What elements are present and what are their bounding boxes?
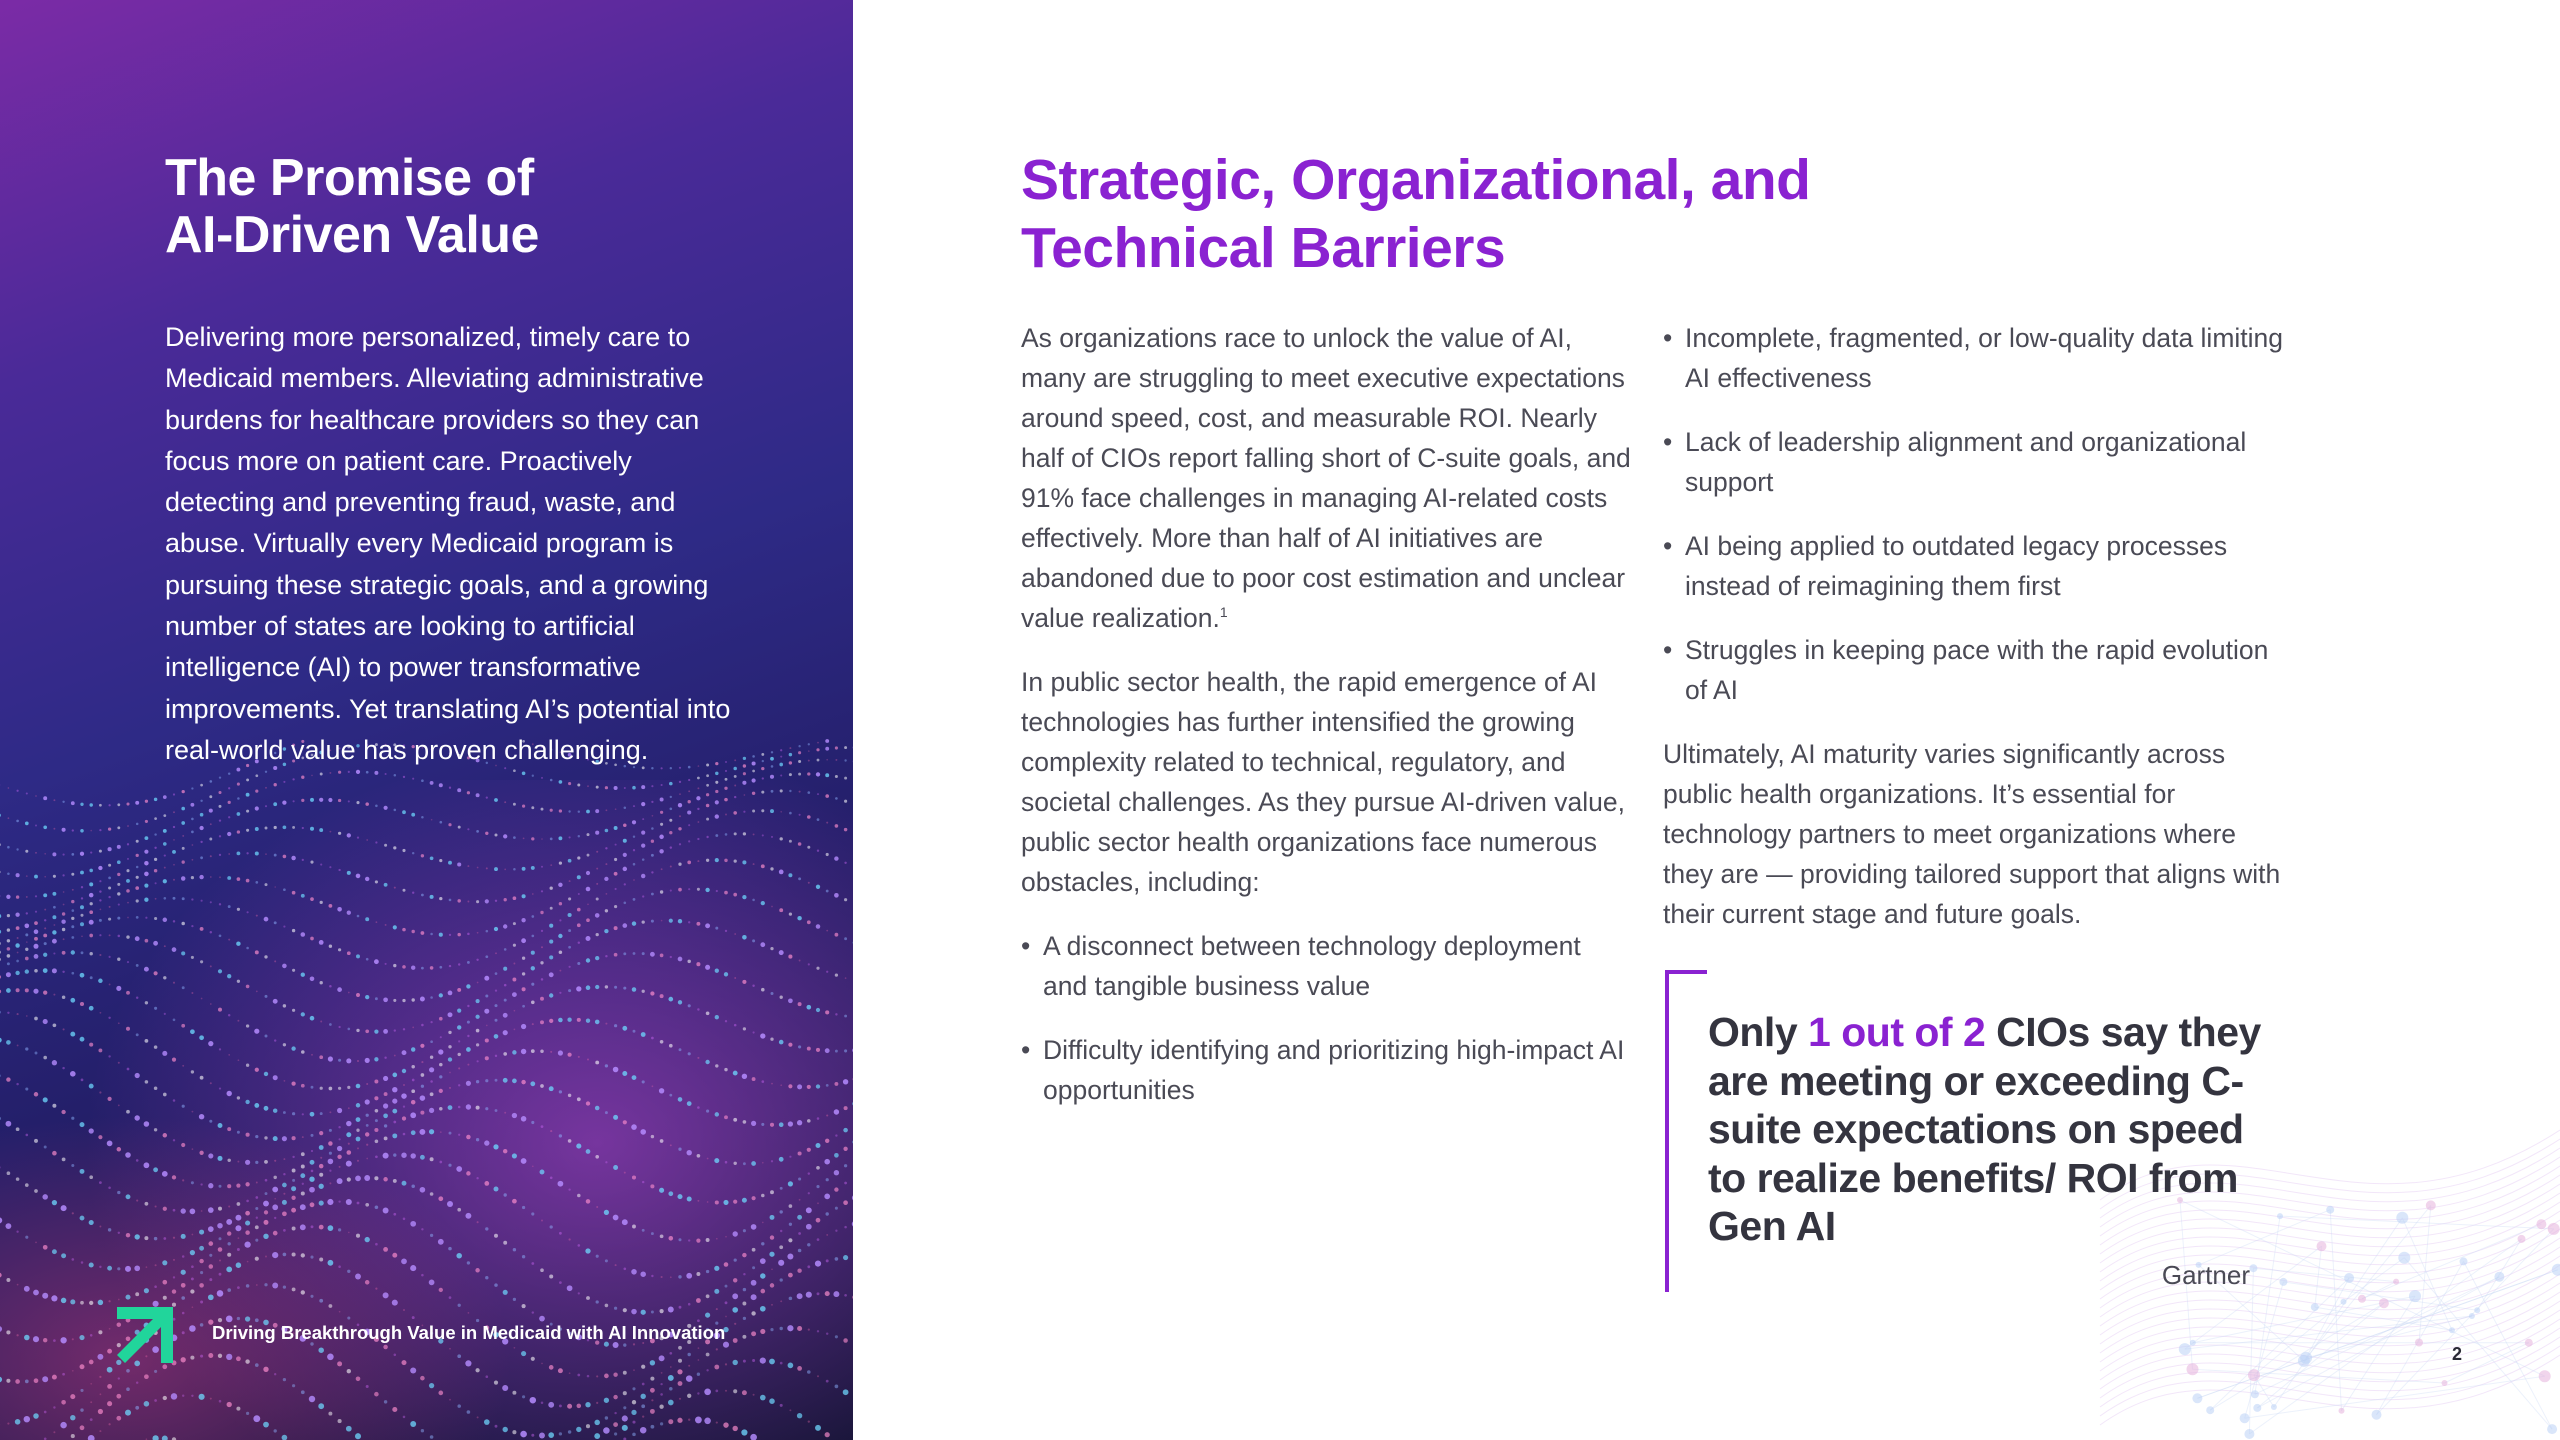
- intro-paragraph-text: As organizations race to unlock the value of AI, many are struggling to meet executive expectations around speed, cost, and measurable ROI. Nearly half of CIOs report falling short of C-suite goals, and 91% face challenges in managing AI-related costs effectively. More than half of AI initiatives are abandoned due to poor cost estimation and unclear value realization.: [1021, 323, 1631, 633]
- left-title-line1: The Promise of: [165, 149, 534, 207]
- list-item: • Incomplete, fragmented, or low-quality data limiting AI effectiveness: [1663, 318, 2283, 398]
- text-column-left: [1021, 318, 1631, 1134]
- obstacle-list-right: [1663, 318, 2283, 710]
- page-number: 2: [2452, 1344, 2463, 1364]
- list-item: • Difficulty identifying and prioritizing high-impact AI opportunities: [1021, 1030, 1631, 1110]
- left-panel: [0, 0, 853, 1440]
- left-title-line2: AI-Driven Value: [165, 206, 539, 264]
- text-column-right: [1663, 318, 2283, 958]
- obstacle-list-left: [1021, 926, 1631, 1110]
- left-title: [165, 150, 785, 264]
- context-paragraph: In public sector health, the rapid emergence of AI technologies has further intensified the growing complexity related to technical, regulatory, and societal challenges. As they pursue AI-driven value, public sector health organizations face numerous obstacles, including:: [1021, 667, 1625, 897]
- bullet-icon: •: [1021, 1035, 1031, 1065]
- callout-highlight: 1 out of 2: [1808, 1009, 1986, 1055]
- list-item: • Lack of leadership alignment and organizational support: [1663, 422, 2283, 502]
- conclusion-paragraph: Ultimately, AI maturity varies significantly across public health organizations. It’s essential for technology partners to meet organizations where they are — providing tailored support that aligns with their current stage and future goals.: [1663, 739, 2281, 929]
- intro-paragraph: [1021, 318, 1631, 638]
- main-title-line2: Technical Barriers: [1021, 216, 1506, 280]
- main-title: [1021, 146, 1921, 282]
- stat-callout: [1665, 970, 2285, 1292]
- list-item: • A disconnect between technology deployment and tangible business value: [1021, 926, 1631, 1006]
- bullet-icon: •: [1663, 531, 1673, 561]
- bullet-icon: •: [1663, 635, 1673, 665]
- footnote-marker: 1: [1219, 604, 1228, 621]
- callout-text: Only 1 out of 2 CIOs say they are meeting or exceeding C-suite expectations on speed to realize benefits/ ROI from Gen AI: [1708, 1009, 2261, 1249]
- bullet-icon: •: [1663, 427, 1673, 457]
- left-intro-paragraph: Delivering more personalized, timely care to Medicaid members. Alleviating administrative burdens for healthcare providers so they can focus more on patient care. Proactively detecting and preventing fraud, waste, and abuse. Virtually every Medicaid program is pursuing these strategic goals, and a growing number of states are looking to artificial intelligence (AI) to power transformative improvements. Yet translating AI’s potential into real-world value has proven challenging.: [165, 322, 731, 765]
- main-title-line1: Strategic, Organizational, and: [1021, 148, 1811, 212]
- callout-bracket: [1665, 970, 1707, 1292]
- list-item: • AI being applied to outdated legacy processes instead of reimagining them first: [1663, 526, 2283, 606]
- bullet-icon: •: [1663, 323, 1673, 353]
- list-item: • Struggles in keeping pace with the rapid evolution of AI: [1663, 630, 2283, 710]
- footer-document-title: Driving Breakthrough Value in Medicaid with AI Innovation: [212, 1322, 726, 1343]
- arrow-logo-icon: [117, 1307, 173, 1363]
- bullet-icon: •: [1021, 931, 1031, 961]
- callout-source: Gartner: [2161, 1260, 2250, 1290]
